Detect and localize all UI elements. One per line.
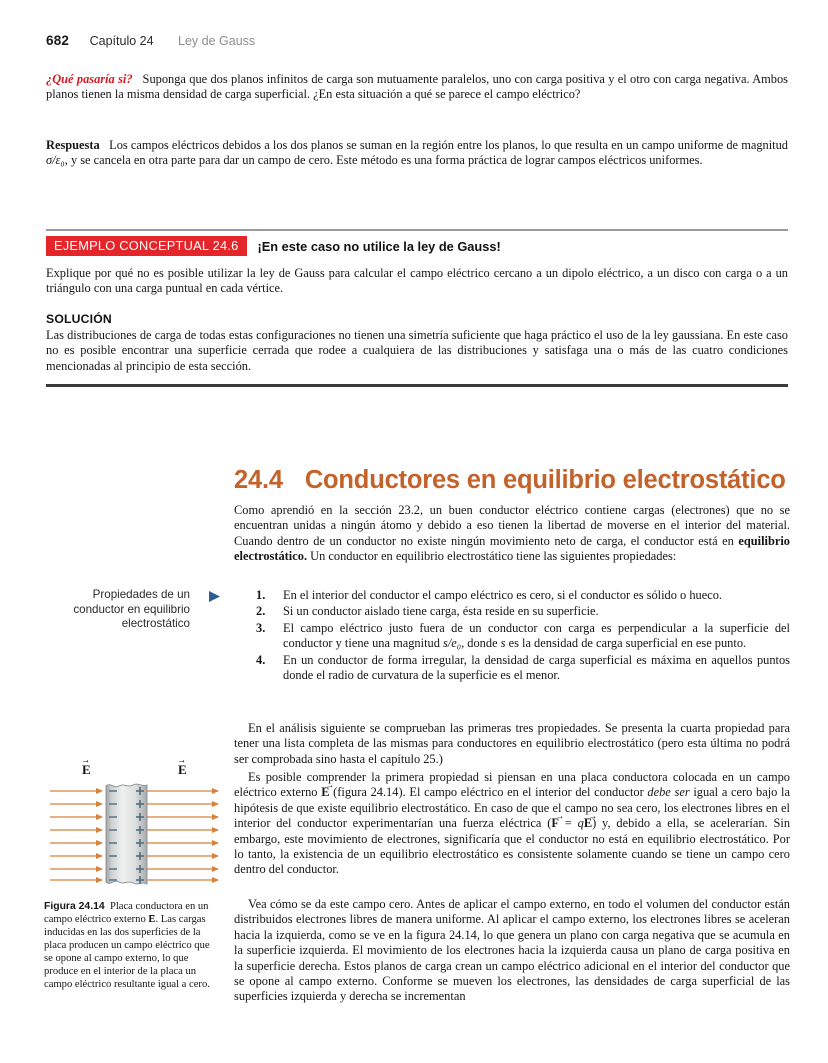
field-lines-left xyxy=(50,791,102,880)
example-prompt: Explique por qué no es posible utilizar la ley de Gauss para calcular el campo eléctrico cercano a un dipolo eléctrico, a un disco con carga o a un triángulo con una carga puntual en cada vértice. xyxy=(46,266,788,296)
example-top-rule xyxy=(46,229,788,231)
list-item-text-c: es la densidad de carga superficial en ese punto. xyxy=(505,636,747,651)
charge-q-symbol: q xyxy=(577,816,584,831)
paragraph-posible-b: (figura 24.14). El campo eléctrico en el interior del conductor xyxy=(329,785,648,800)
what-if-label: ¿Qué pasaría si? xyxy=(46,72,133,86)
list-item xyxy=(234,653,790,684)
list-item xyxy=(234,588,790,603)
vector-E-caption: E → xyxy=(148,914,155,925)
example-bottom-rule xyxy=(46,384,788,387)
what-if-block xyxy=(46,72,788,103)
list-item-text-a: El campo eléctrico justo fuera de un conductor con carga es perpendicular a la superficie del conductor y tiene una magnitud xyxy=(283,620,790,651)
list-item xyxy=(234,604,790,619)
chapter-number: Capítulo 24 xyxy=(89,34,154,48)
section-title: Conductores en equilibrio electrostático xyxy=(304,466,786,494)
list-item xyxy=(234,621,790,652)
list-item-text: En el interior del conductor el campo eléctrico es cero, si el conductor es sólido o hueco. xyxy=(283,588,723,602)
figure-label: Figura 24.14 xyxy=(44,901,105,912)
properties-list xyxy=(234,588,790,684)
paragraph-posible xyxy=(234,770,790,878)
list-item-text: En un conductor de forma irregular, la densidad de carga superficial es máxima en aquellos puntos donde el radio de curvatura de la superficie es el menor. xyxy=(283,652,790,683)
margin-note-line-1: Propiedades de un xyxy=(92,588,190,601)
figure-caption-a: Placa conductora en un campo eléctrico externo xyxy=(44,901,209,925)
solution-heading: SOLUCIÓN xyxy=(46,312,112,326)
list-item-number: 3. xyxy=(256,620,266,635)
triangle-right-icon xyxy=(208,590,221,603)
what-if-text: Suponga que dos planos infinitos de carga son mutuamente paralelos, uno con carga positiva y el otro con carga negativa. Ambos planos tienen la misma densidad de carga superficial. ¿En esta situación a qué se parece el campo eléctrico? xyxy=(46,72,789,102)
margin-note-line-3: electrostático xyxy=(121,617,190,631)
paragraph-posible-d: ) y, debido a ella, se acelerarían. Sin embargo, este movimiento de electrones, significaría que el conductor no está en equilibrio electrostático. Por lo tanto, la existencia de un equilibrio electrostático es consistente solamente cuando se tiene un campo cero dentro del conductor. xyxy=(234,816,791,877)
list-item-text: Si un conductor aislado tiene carga, ésta reside en su superficie. xyxy=(283,604,599,619)
section-intro-a: Como aprendió en la sección 23.2, un buen conductor eléctrico contiene cargas (electrones) que no se encuentran unidas a ningún átomo y debido a eso tienen la libertad de moverse en el interior del material. Cuando dentro de un conductor no existe ningún movimiento neto de carga, el conductor está en xyxy=(234,503,790,548)
example-header xyxy=(46,236,788,256)
respuesta-text-a: Los campos eléctricos debidos a los dos planos se suman en la región entre los planos, lo que resulta en un campo uniforme de magnitud xyxy=(109,138,788,152)
solution-text: Las distribuciones de carga de todas estas configuraciones no tienen una simetría suficiente que haga práctico el uso de la ley gaussiana. En este caso no es posible encontrar una superficie cerrada que rodee a cualquiera de las distribuciones y satisfaga una o más de las cuatro condiciones mencionadas al principio de esta sección. xyxy=(46,328,788,373)
page-folio: 682 xyxy=(46,33,70,48)
section-number: 24.4 xyxy=(234,466,283,494)
example-tag: EJEMPLO CONCEPTUAL 24.6 xyxy=(46,236,247,256)
vector-E-symbol: E → xyxy=(321,785,329,799)
vector-F-symbol: F → xyxy=(551,816,559,830)
s-symbol: s xyxy=(500,636,506,651)
respuesta-text-b: , y se cancela en otra parte para dar un campo de cero. Este método es una forma práctica de lograr campos eléctricos uniformes. xyxy=(64,153,703,168)
section-heading xyxy=(234,466,790,495)
conducting-plate-diagram xyxy=(44,780,226,890)
figure-caption-b: . Las cargas inducidas en las dos superficies de la placa producen un campo eléctrico que se opone al campo externo, lo que produce en el interior de la placa un campo eléctrico resultante igual a cero. xyxy=(44,914,210,990)
list-item-text-b: , donde xyxy=(461,636,501,651)
paragraph-vea: Vea cómo se da este campo cero. Antes de aplicar el campo externo, en todo el volumen del conductor están distribuidos electrones libres de manera uniforme. Al aplicar el campo externo, los electrones libres se aceleran hacia la izquierda, como se ve en la figura 24.14, lo que genera un plano con carga negativa que se acumula en la superficie izquierda. El movimiento de los electrones hacia la izquierda causa un plano de carga positiva en la superficie derecha. Estos planos de carga crean un campo eléctrico adicional en el interior del conductor que se opone al campo externo. Conforme se mueven los electrones, las densidades de carga superficial de las superficies izquierda y derecha se incrementan xyxy=(234,897,790,1004)
list-item-number: 1. xyxy=(256,588,266,602)
e-field-label-left xyxy=(82,762,91,778)
running-head xyxy=(46,33,786,48)
field-lines-right xyxy=(147,791,218,880)
section-intro-b: Un conductor en equilibrio electrostático tiene las siguientes propiedades: xyxy=(307,549,677,564)
respuesta-label: Respuesta xyxy=(46,138,100,152)
margin-note-line-2: conductor en equilibrio xyxy=(73,602,190,616)
section-intro-bold: equilibrio electrostático. xyxy=(234,533,790,564)
figure-24-14 xyxy=(44,762,226,886)
list-item-number: 4. xyxy=(256,652,266,667)
example-title: ¡En este caso no utilice la ley de Gauss! xyxy=(257,238,501,254)
chapter-title: Ley de Gauss xyxy=(178,34,256,48)
sigma-epsilon-formula: σ/ε₀ xyxy=(46,153,65,168)
paragraph-analisis: En el análisis siguiente se comprueban las primeras tres propiedades. Se presenta la cuarta propiedad para tener una lista completa de las mismas para conductores en equilibrio electrostático (pero esta última no podrá ser comprobada sino hasta el capítulo 25.) xyxy=(234,721,790,766)
figure-caption xyxy=(44,900,210,991)
paragraph-posible-a: Es posible comprender la primera propiedad si piensan en una placa conductora colocada en un campo eléctrico externo xyxy=(234,770,790,800)
paragraph-posible-italic: debe ser xyxy=(647,785,690,800)
vector-E-symbol-2: E → xyxy=(584,816,592,830)
section-intro-paragraph xyxy=(234,503,790,565)
e-field-label-right xyxy=(178,762,187,778)
paragraph-posible-c: igual a cero bajo la hipótesis de que existe equilibrio electrostático. En caso de que el campo no sea cero, los electrones libres en el interior del conductor experimentarían una fuerza eléctrica ( xyxy=(234,785,791,831)
vector-E-left: E → xyxy=(82,762,91,777)
vector-E-right: E → xyxy=(178,762,187,777)
respuesta-block xyxy=(46,138,788,169)
margin-note xyxy=(40,588,190,632)
list-item-number: 2. xyxy=(256,604,266,619)
s-over-e0-formula: s/e₀ xyxy=(443,636,462,651)
equals-sign: = xyxy=(558,816,578,831)
